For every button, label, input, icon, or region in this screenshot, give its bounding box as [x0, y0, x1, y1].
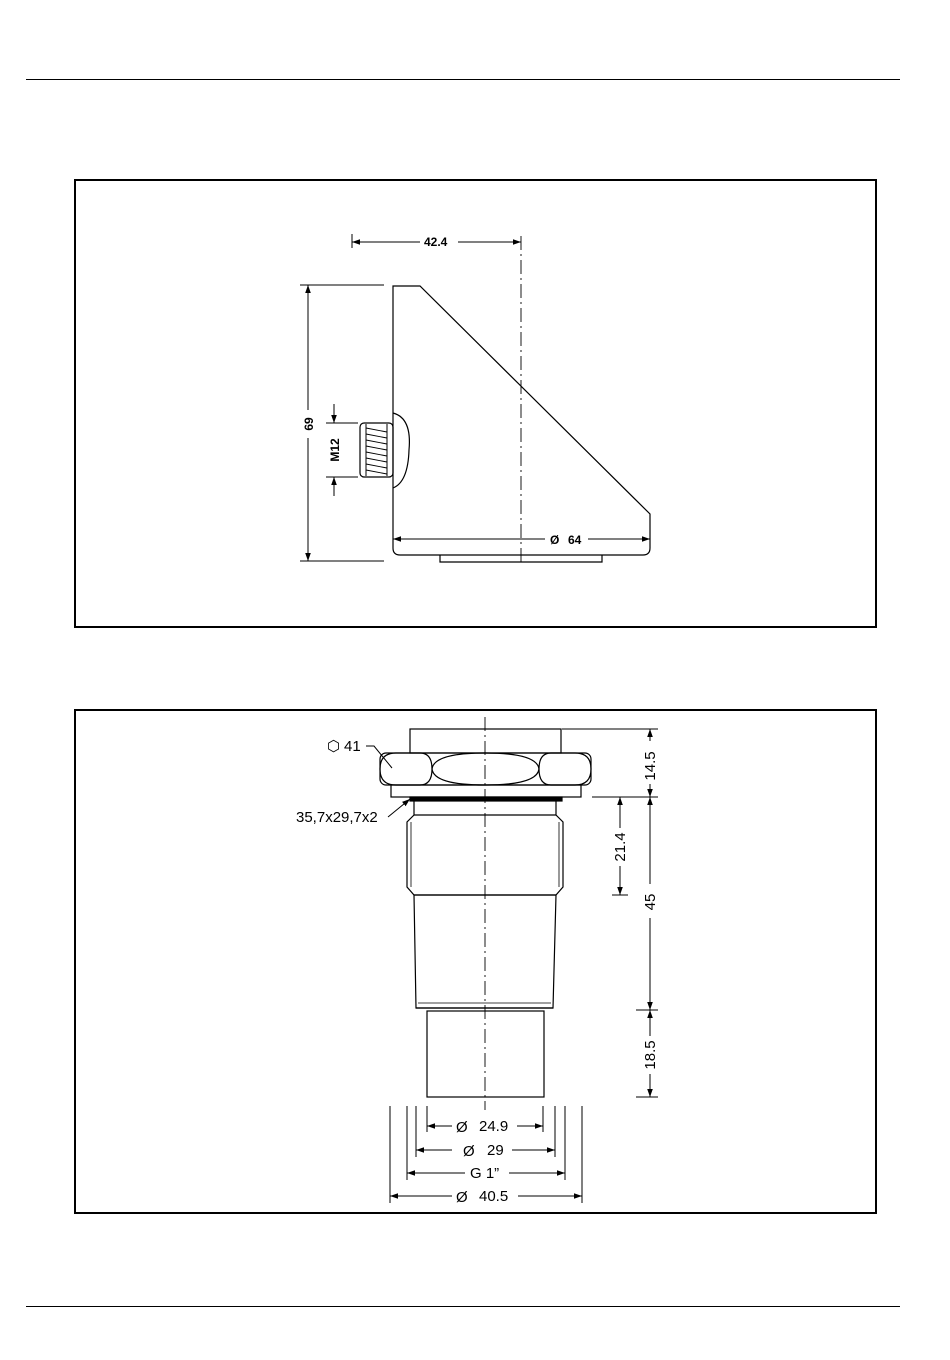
dim-body-length-label: 45	[642, 893, 659, 911]
dim-diameter-label: 64	[568, 533, 582, 547]
dim-d3-label: 40.5	[479, 1188, 509, 1205]
seal-leader-line	[388, 799, 410, 817]
seal-spec-label: 35,7x29,7x2	[296, 809, 378, 826]
hex-icon: ⬡	[327, 738, 341, 755]
sensor-fitting-side-view	[380, 729, 591, 1097]
dim-thread-length-label: 21.4	[612, 832, 629, 862]
diameter-symbol: Ø	[550, 533, 560, 547]
dim-d2-label: 29	[487, 1142, 504, 1159]
diameter-symbol-1: Ø	[456, 1119, 468, 1136]
hex-leader-line	[366, 746, 392, 768]
dim-height-label: 69	[302, 417, 316, 431]
dim-thread-g-label: G 1”	[470, 1165, 500, 1182]
diameter-symbol-3: Ø	[456, 1189, 468, 1206]
dim-width-label: 42.4	[424, 235, 448, 249]
diameter-symbol-2: Ø	[463, 1143, 475, 1160]
dim-top-height-label: 14.5	[642, 751, 659, 781]
sensor-housing-side-view	[360, 286, 650, 562]
top-dimension-lines	[300, 234, 650, 561]
dim-thread-label: M12	[328, 438, 342, 462]
dim-d1-label: 24.9	[479, 1118, 509, 1135]
dim-tip-length-label: 18.5	[642, 1040, 659, 1070]
hex-size-label: 41	[344, 738, 361, 755]
